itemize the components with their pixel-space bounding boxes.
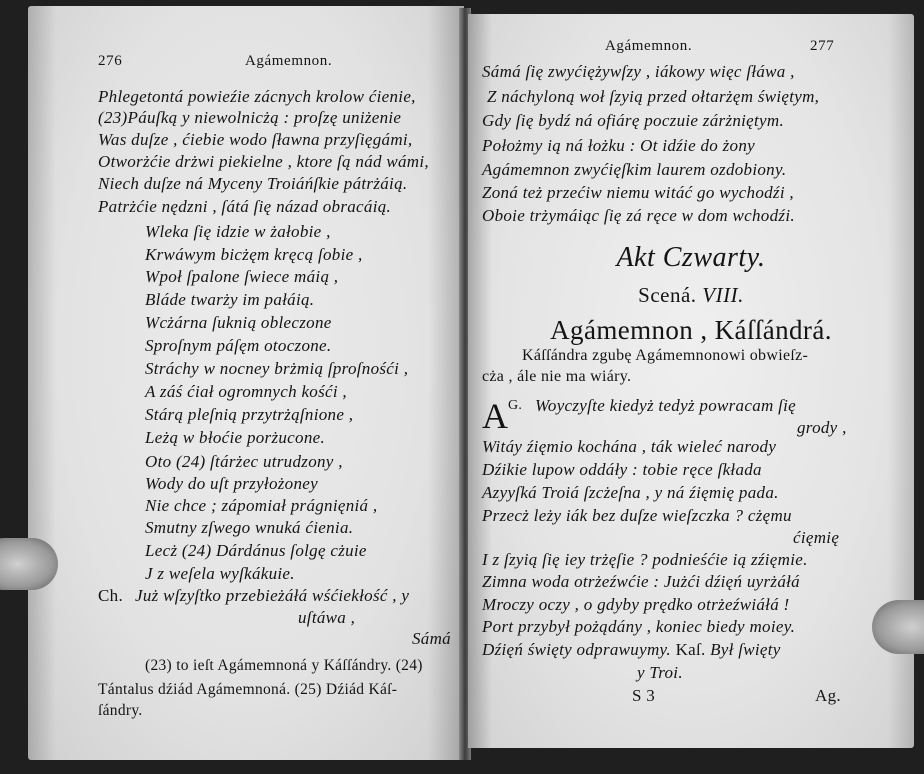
page-clip-left (0, 538, 58, 590)
speech-line: Woyczyſte kiedyż tedyż powracam ſię (535, 396, 797, 415)
verse-line: J z weſela wyſkákuie. (145, 564, 295, 583)
verse-line: Agámemnon zwyćięſkim laurem ozdobiony. (482, 160, 787, 179)
verse-line: Stárą pleſnią przytrżąſnione , (145, 405, 354, 424)
footnote-line: Tántalus dźiád Agámemnoná. (25) Dźiád Káſ- (98, 681, 398, 698)
verse-line: Lecż (24) Dárdánus ſolgę cżuie (145, 541, 367, 560)
speech-text: Dźięń święty odprawuymy. (482, 640, 671, 659)
signature-mark: S 3 (632, 686, 656, 705)
act-title: Akt Czwarty. (616, 242, 766, 273)
page-clip-right (872, 600, 924, 654)
verse-line: Wody do uſt przyłożoney (145, 474, 318, 493)
verse-line: Bláde twarży im pałáią. (145, 290, 315, 309)
speech-line: Zimna woda otrżeźwćie : Jużći dźięń uyrżáłá (482, 572, 800, 591)
reply-speaker: Kaſ. (675, 640, 706, 659)
verse-line: Niech duſze ná Myceny Troiáńſkie pátrżáią. (98, 174, 408, 193)
verse-line: Gdy ſię bydź ná ofiárę poczuie zárżniętym. (482, 111, 785, 130)
verse-line: Phlegetontá powieźie zácnych krolow ćienie, (98, 87, 416, 106)
catchword: Ag. (815, 686, 841, 705)
speech-line: I z ſzyią ſię iey trżęſie ? podnieśćie ią zźięmie. (482, 550, 808, 569)
left-page (28, 6, 464, 760)
verse-line: Z náchyloną woł ſzyią przed ołtarżęm świętym, (487, 87, 820, 106)
catchword: Sámá (412, 629, 451, 648)
reply-text: Był ſwięty (710, 640, 781, 659)
speech-line: Dźikie lupow oddáły : tobie ręce ſkłada (482, 460, 762, 479)
verse-line: Oboie trżymáiąc ſię zá ręce w dom wchodźi. (482, 206, 795, 225)
right-running-head: Agámemnon. (605, 38, 693, 54)
verse-line: Wleka ſię idzie w żałobie , (145, 222, 331, 241)
verse-line: Sámá ſię zwyćiężywſzy , iákowy więc ſłáwa , (482, 62, 795, 81)
verse-line: Oto (24) ſtárżec utrudzony , (145, 452, 343, 471)
verse-line: Wcżárna ſuknią obleczone (145, 313, 332, 332)
speaker-label: G. (508, 398, 523, 413)
speech-line: Witáy źięmio kochána , ták wieleć narody (482, 437, 777, 456)
speech-line: Przecż leży iák bez duſze wieſzczka ? cżęmu (482, 506, 792, 525)
verse-line: Krwáwym bicżęm kręcą ſobie , (145, 245, 363, 264)
left-page-number: 276 (98, 53, 123, 69)
speech-runover: ćięmię (793, 528, 840, 547)
verse-line: Sproſnym páſęm otoczone. (145, 336, 332, 355)
verse-line: (23)Páuſką y niewolnicżą : proſzę uniżenie (98, 108, 402, 127)
verse-line: Leżą w błoćie porżucone. (145, 428, 326, 447)
scene-heading (468, 282, 914, 308)
scene-argument-line: cża , ále nie ma wiáry. (482, 368, 632, 385)
verse-line: Was duſze , ćiebie wodo ſławna przyſięgámi, (98, 130, 413, 149)
scene-characters: Agámemnon , Káſſándrá. (550, 315, 832, 345)
speech-line: Azyyſká Troiá ſzcżeſna , y ná źięmię pada. (482, 483, 779, 502)
left-running-head: Agámemnon. (245, 53, 333, 69)
verse-line: Patrżćie nędzni , ſátá ſię názad obracáią. (98, 197, 392, 216)
footnote-line: (23) to ieſt Agámemnoná y Káſſándry. (24) (145, 657, 423, 674)
right-page-number: 277 (810, 38, 835, 54)
speech-line: Mroczy oczy , o gdyby prędko otrżeźwiáłá ! (482, 595, 790, 614)
scene-label: Scená. (638, 283, 697, 307)
speech-runover: grody , (797, 418, 847, 437)
speech-line-with-reply (482, 640, 781, 660)
chorus-runover: uſtáwa , (298, 608, 356, 627)
speech-runover: y Troi. (637, 663, 683, 682)
footnote-line: ſándry. (98, 702, 143, 719)
verse-line: Stráchy w nocney brżmią ſproſnośći , (145, 359, 409, 378)
verse-line: Otworżćie drżwi piekielne , ktore ſą nád wámi, (98, 152, 429, 171)
verse-line: Wpoł ſpalone ſwiece máią , (145, 267, 339, 286)
verse-line: A záś ćiał ogromnych kośći , (145, 382, 347, 401)
verse-line: Smutny zſwego wnuká ćienia. (145, 518, 354, 537)
verse-line: Nie chce ; zápomiał prágnięniá , (145, 496, 378, 515)
verse-line: Zoná też przećiw niemu witáć go wychodźi , (482, 183, 794, 202)
verse-line: Położmy ią ná łożku : Ot idźie do żony (482, 136, 755, 155)
scene-number: VIII. (702, 283, 744, 307)
speech-line: Port przybył pożądány , koniec biedy moiey. (482, 617, 796, 636)
chorus-line: Już wſzyſtko przebieżáłá wśćiekłość , y (135, 586, 410, 605)
chorus-speaker: Ch. (98, 586, 123, 605)
scene-argument-line: Káſſándra zgubę Agámemnonowi obwieſz- (522, 347, 809, 364)
speaker-drop-cap: A (482, 396, 508, 436)
right-page (468, 14, 914, 748)
